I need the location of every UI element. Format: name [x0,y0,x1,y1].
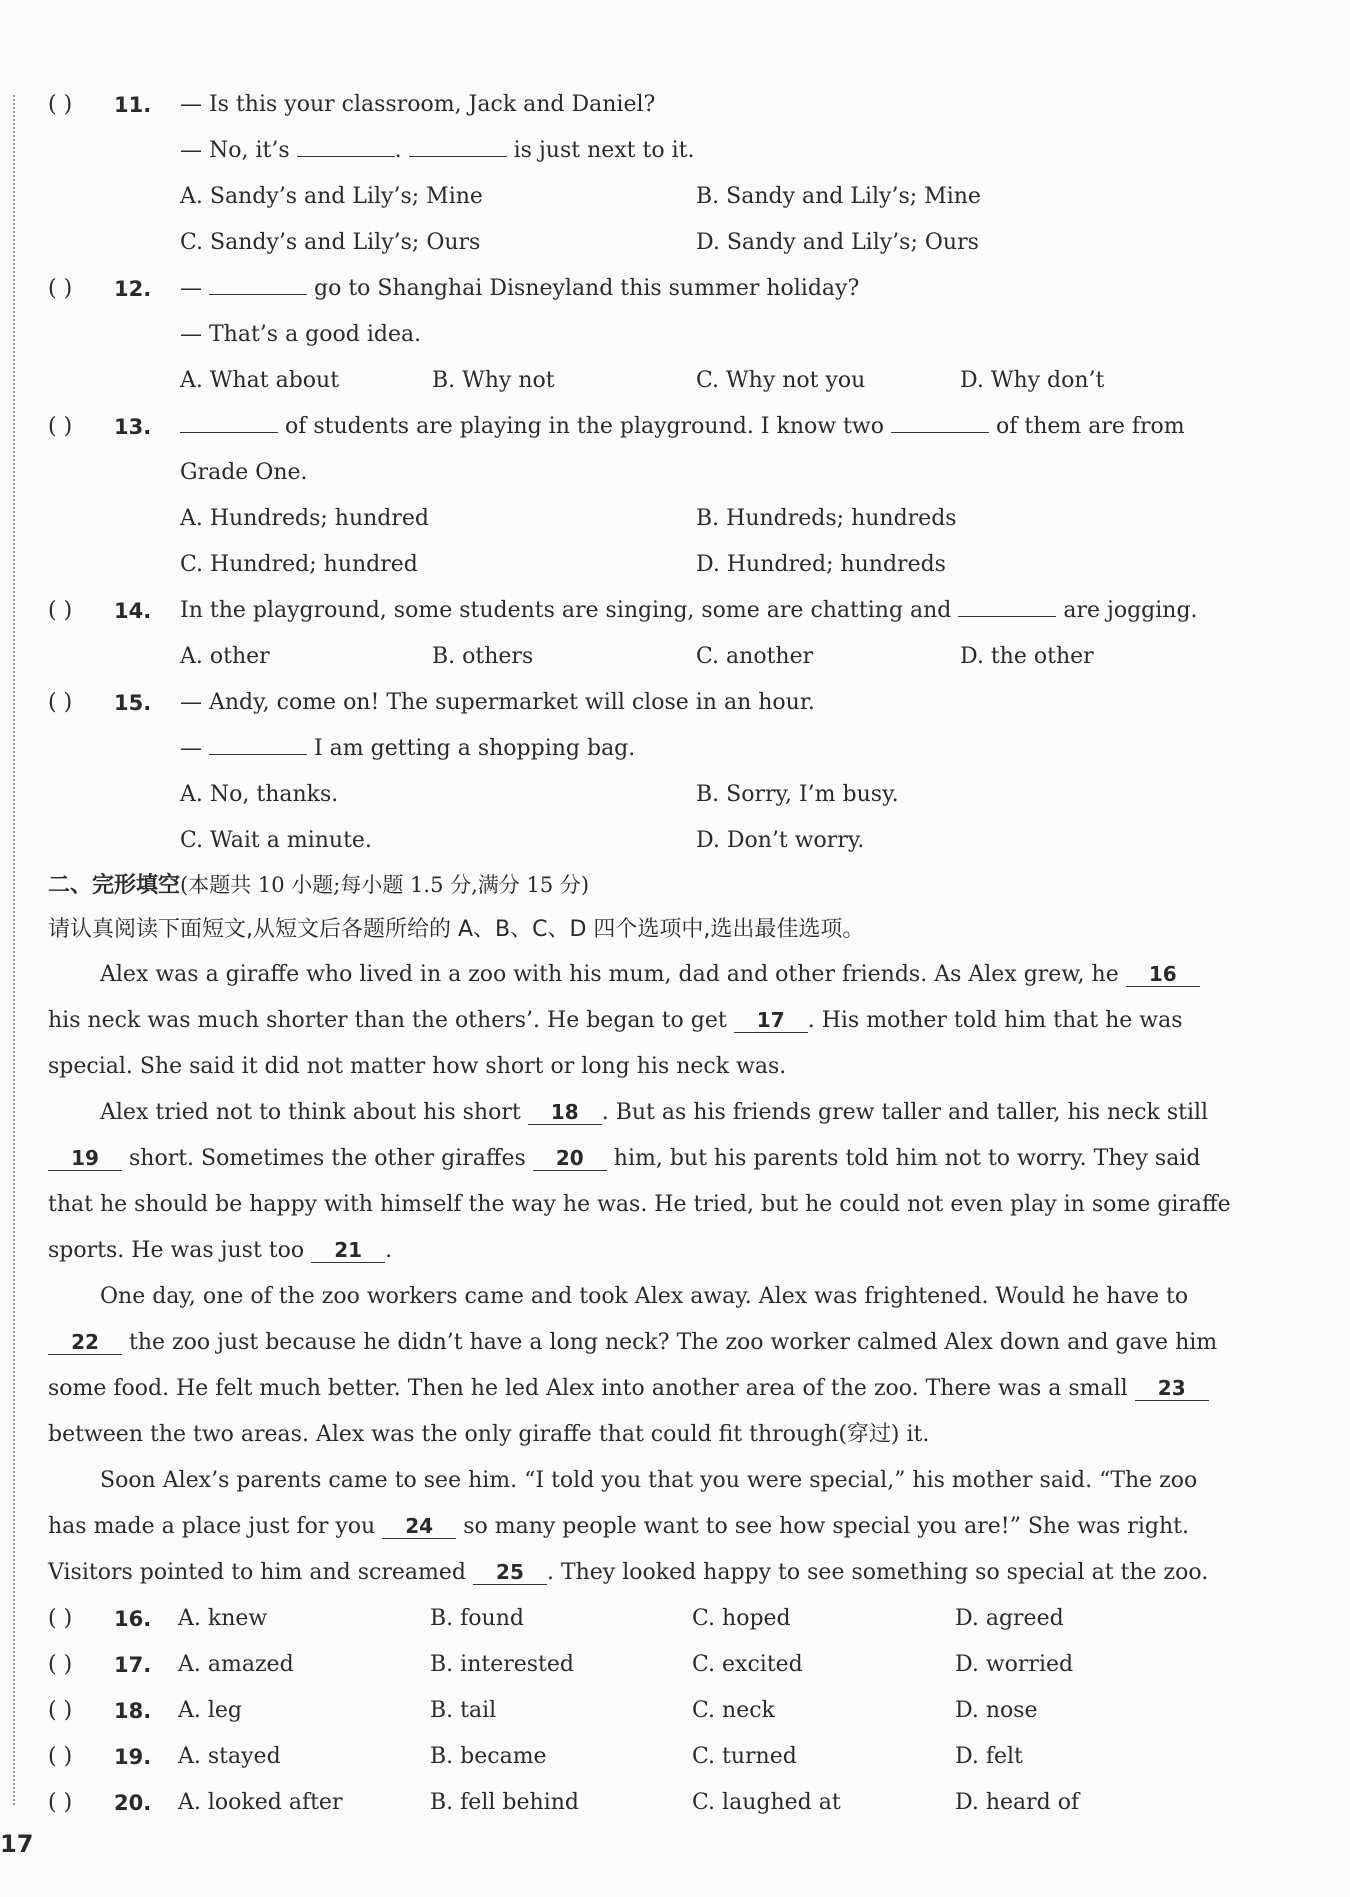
option-b[interactable]: B. became [430,1744,547,1769]
option-c[interactable]: C. excited [692,1652,803,1677]
option-c[interactable]: C. turned [692,1744,797,1769]
option-b[interactable]: B. interested [430,1652,574,1677]
option-c[interactable]: C. Sandy’s and Lily’s; Ours [180,230,481,255]
passage-line [48,1558,1208,1588]
stem-text: are jogging. [1063,598,1198,623]
option-a[interactable]: A. No, thanks. [180,782,339,807]
answer-bracket[interactable]: ( ) [48,414,73,439]
question-number: 15. [114,691,152,715]
option-b[interactable]: B. Why not [432,368,555,393]
option-c[interactable]: C. neck [692,1698,775,1723]
option-a[interactable]: A. Sandy’s and Lily’s; Mine [180,184,483,209]
option-d[interactable]: D. Why don’t [960,368,1105,393]
question-stem-line2: Grade One. [180,460,308,485]
question-stem [180,274,859,304]
passage-text: . But as his friends grew taller and taller, his neck still [601,1100,1209,1125]
option-d[interactable]: D. agreed [955,1606,1064,1631]
option-d[interactable]: D. Hundred; hundreds [696,552,946,577]
option-d[interactable]: D. Sandy and Lily’s; Ours [696,230,979,255]
cloze-blank-25[interactable]: 25 [473,1560,547,1585]
stem-text: I am getting a shopping bag. [314,736,636,761]
answer-bracket[interactable]: ( ) [48,598,73,623]
answer-bracket[interactable]: ( ) [48,1606,73,1631]
answer-bracket[interactable]: ( ) [48,1698,73,1723]
answer-bracket[interactable]: ( ) [48,1652,73,1677]
passage-text: so many people want to see how special you are!” She was right. [463,1514,1189,1539]
passage-text: has made a place just for you [48,1514,376,1539]
option-b[interactable]: B. Hundreds; hundreds [696,506,957,531]
passage-text: . His mother told him that he was [807,1008,1183,1033]
cloze-blank-20[interactable]: 20 [533,1146,607,1171]
question-stem-line2 [180,734,635,764]
binding-margin-line [13,95,15,1805]
answer-blank[interactable] [209,274,307,295]
question-number: 14. [114,599,152,623]
stem-text: of them are from [995,414,1185,439]
passage-text: short. Sometimes the other giraffes [129,1146,526,1171]
question-stem [180,412,1185,442]
passage-line: special. She said it did not matter how short or long his neck was. [48,1054,787,1079]
question-stem: — Andy, come on! The supermarket will close in an hour. [180,690,815,715]
cloze-blank-23[interactable]: 23 [1135,1376,1209,1401]
answer-blank[interactable] [958,596,1056,617]
option-c[interactable]: C. Wait a minute. [180,828,372,853]
option-a[interactable]: A. leg [178,1698,243,1723]
answer-blank[interactable] [180,412,278,433]
option-d[interactable]: D. nose [955,1698,1038,1723]
stem-text: — [180,736,202,761]
passage-text: Alex tried not to think about his short [100,1100,521,1125]
passage-line [48,1512,1189,1542]
answer-bracket[interactable]: ( ) [48,690,73,715]
option-a[interactable]: A. looked after [178,1790,343,1815]
option-c[interactable]: C. another [696,644,814,669]
passage-text: the zoo just because he didn’t have a long neck? The zoo worker calmed Alex down and gave him [129,1330,1218,1355]
stem-text: is just next to it. [513,138,695,163]
option-c[interactable]: C. laughed at [692,1790,841,1815]
option-c[interactable]: C. Hundred; hundred [180,552,418,577]
answer-blank[interactable] [891,412,989,433]
question-stem-line2: — That’s a good idea. [180,322,422,347]
cloze-blank-17[interactable]: 17 [734,1008,808,1033]
option-d[interactable]: D. felt [955,1744,1023,1769]
option-d[interactable]: D. worried [955,1652,1074,1677]
answer-bracket[interactable]: ( ) [48,92,73,117]
cloze-blank-19[interactable]: 19 [48,1146,122,1171]
option-d[interactable]: D. Don’t worry. [696,828,865,853]
passage-line [48,1006,1183,1036]
stem-text: In the playground, some students are singing, some are chatting and [180,598,952,623]
answer-blank[interactable] [409,136,507,157]
section-title [48,870,589,901]
cloze-blank-16[interactable]: 16 [1126,962,1200,987]
question-number: 20. [114,1791,152,1815]
passage-line [100,960,1200,990]
passage-text: Visitors pointed to him and screamed [48,1560,466,1585]
passage-line [48,1328,1217,1358]
section-scoring: (本题共 10 小题;每小题 1.5 分,满分 15 分) [180,873,590,897]
answer-bracket[interactable]: ( ) [48,1790,73,1815]
stem-text: — No, it’s [180,138,290,163]
option-b[interactable]: B. Sorry, I’m busy. [696,782,899,807]
stem-text: go to Shanghai Disneyland this summer holiday? [314,276,860,301]
passage-line: that he should be happy with himself the way he was. He tried, but he could not even play in some giraffe [48,1192,1231,1217]
answer-bracket[interactable]: ( ) [48,276,73,301]
question-stem-line2 [180,136,694,166]
option-b[interactable]: B. tail [430,1698,497,1723]
passage-line [48,1236,392,1266]
option-a[interactable]: A. other [180,644,270,669]
passage-text: him, but his parents told him not to worry. They said [613,1146,1201,1171]
passage-line [48,1144,1200,1174]
stem-text: of students are playing in the playground. I know two [285,414,884,439]
option-a[interactable]: A. knew [178,1606,268,1631]
passage-text: sports. He was just too [48,1238,305,1263]
option-a[interactable]: A. Hundreds; hundred [180,506,430,531]
option-b[interactable]: B. fell behind [430,1790,579,1815]
answer-bracket[interactable]: ( ) [48,1744,73,1769]
passage-text: Alex was a giraffe who lived in a zoo with his mum, dad and other friends. As Alex grew, he [100,962,1119,987]
question-number: 18. [114,1699,152,1723]
passage-line: Soon Alex’s parents came to see him. “I told you that you were special,” his mother said. “The zoo [100,1468,1198,1493]
section-heading: 二、完形填空 [48,873,181,898]
passage-text: his neck was much shorter than the others’. He began to get [48,1008,727,1033]
section-instruction: 请认真阅读下面短文,从短文后各题所给的 A、B、C、D 四个选项中,选出最佳选项。 [48,917,865,942]
question-number: 13. [114,415,152,439]
cloze-blank-18[interactable]: 18 [528,1100,602,1125]
question-number: 12. [114,277,152,301]
answer-blank[interactable] [209,734,307,755]
question-stem: — Is this your classroom, Jack and Daniel? [180,92,656,117]
passage-line: between the two areas. Alex was the only giraffe that could fit through(穿过) it. [48,1422,930,1447]
passage-text: . They looked happy to see something so special at the zoo. [546,1560,1209,1585]
option-b[interactable]: B. found [430,1606,524,1631]
option-d[interactable]: D. the other [960,644,1094,669]
stem-text: — [180,276,202,301]
stem-text: . [394,138,402,163]
option-c[interactable]: C. hoped [692,1606,791,1631]
passage-line: One day, one of the zoo workers came and took Alex away. Alex was frightened. Would he have to [100,1284,1189,1309]
question-number: 11. [114,93,152,117]
cloze-blank-24[interactable]: 24 [382,1514,456,1539]
question-stem [180,596,1198,626]
option-a[interactable]: A. What about [180,368,340,393]
cloze-blank-22[interactable]: 22 [48,1330,122,1355]
passage-text: some food. He felt much better. Then he led Alex into another area of the zoo. There was a small [48,1376,1128,1401]
question-number: 17. [114,1653,152,1677]
passage-line [48,1374,1209,1404]
option-c[interactable]: C. Why not you [696,368,866,393]
answer-blank[interactable] [297,136,395,157]
option-d[interactable]: D. heard of [955,1790,1080,1815]
question-number: 19. [114,1745,152,1769]
page-number: 17 [0,1830,34,1858]
option-b[interactable]: B. others [432,644,534,669]
option-a[interactable]: A. stayed [178,1744,281,1769]
cloze-blank-21[interactable]: 21 [311,1238,385,1263]
question-number: 16. [114,1607,152,1631]
passage-text: . [385,1238,393,1263]
passage-line [100,1098,1208,1128]
option-a[interactable]: A. amazed [178,1652,294,1677]
option-b[interactable]: B. Sandy and Lily’s; Mine [696,184,981,209]
